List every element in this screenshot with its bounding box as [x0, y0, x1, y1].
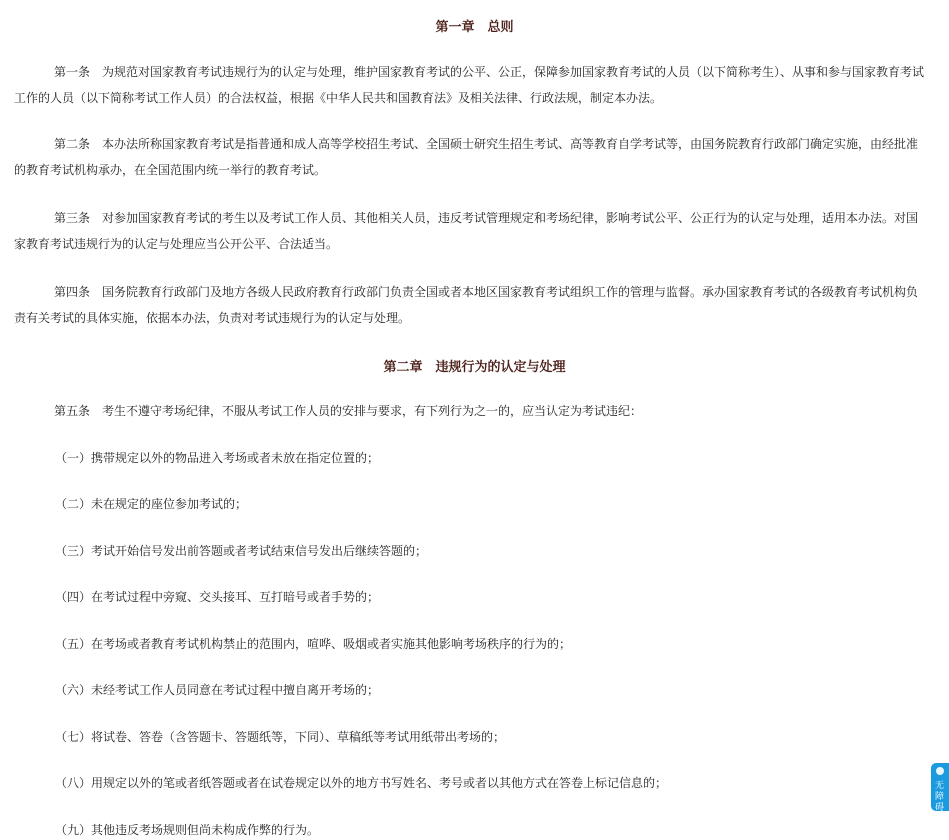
list-item-9: （九）其他违反考场规则但尚未构成作弊的行为。 [55, 823, 320, 837]
article-3-label: 第三条 [54, 211, 91, 225]
accessibility-icon [936, 767, 944, 775]
article-2-text: 本办法所称国家教育考试是指普通和成人高等学校招生考试、全国硕士研究生招生考试、高等教育自学考试等，由国务院教育行政部门确定实施，由经批准的教育考试机构承办，在全国范围内统一举行的教育考试。 [14, 137, 919, 177]
chapter-2-title: 第二章 违规行为的认定与处理 [383, 360, 566, 375]
article-3 [14, 205, 930, 257]
chapter-1-title: 第一章 总则 [435, 20, 514, 35]
article-4-text: 国务院教育行政部门及地方各级人民政府教育行政部门负责全国或者本地区国家教育考试组织工作的管理与监督。承办国家教育考试的各级教育考试机构负责有关考试的具体实施，依据本办法，负责对考试违规行为的认定与处理。 [14, 285, 919, 325]
accessibility-widget-label: 无障碍浏 [935, 781, 945, 824]
article-1 [14, 59, 930, 111]
list-item-2: （二）未在规定的座位参加考试的； [55, 497, 248, 511]
article-1-text: 为规范对国家教育考试违规行为的认定与处理，维护国家教育考试的公平、公正，保障参加国家教育考试的人员（以下简称考生）、从事和参与国家教育考试工作的人员（以下简称考试工作人员）的合法权益，根据《中华人民共和国教育法》及相关法律、行政法规，制定本办法。 [14, 65, 925, 105]
article-4 [14, 279, 930, 331]
list-item-4: （四）在考试过程中旁窥、交头接耳、互打暗号或者手势的； [55, 590, 380, 604]
article-5-label: 第五条 [54, 404, 91, 418]
list-item-5: （五）在考场或者教育考试机构禁止的范围内，喧哗、吸烟或者实施其他影响考场秩序的行为的； [55, 637, 572, 651]
accessibility-widget-button[interactable] [931, 763, 949, 824]
article-3-text: 对参加国家教育考试的考生以及考试工作人员、其他相关人员，违反考试管理规定和考场纪律，影响考试公平、公正行为的认定与处理，适用本办法。对国家教育考试违规行为的认定与处理应当公开公平、合法适当。 [14, 211, 919, 251]
list-item-3: （三）考试开始信号发出前答题或者考试结束信号发出后继续答题的； [55, 544, 428, 558]
list-item-6: （六）未经考试工作人员同意在考试过程中擅自离开考场的； [55, 683, 380, 697]
article-2 [14, 131, 930, 183]
article-5 [14, 398, 930, 424]
article-1-label: 第一条 [54, 65, 91, 79]
article-2-label: 第二条 [54, 137, 91, 151]
list-item-1: （一）携带规定以外的物品进入考场或者未放在指定位置的； [55, 451, 380, 465]
article-4-label: 第四条 [54, 285, 91, 299]
article-5-text: 考生不遵守考场纪律，不服从考试工作人员的安排与要求，有下列行为之一的，应当认定为考试违纪： [102, 404, 643, 418]
list-item-7: （七）将试卷、答卷（含答题卡、答题纸等，下同）、草稿纸等考试用纸带出考场的； [55, 730, 506, 744]
list-item-8: （八）用规定以外的笔或者纸答题或者在试卷规定以外的地方书写姓名、考号或者以其他方式在答卷上标记信息的； [55, 776, 668, 790]
